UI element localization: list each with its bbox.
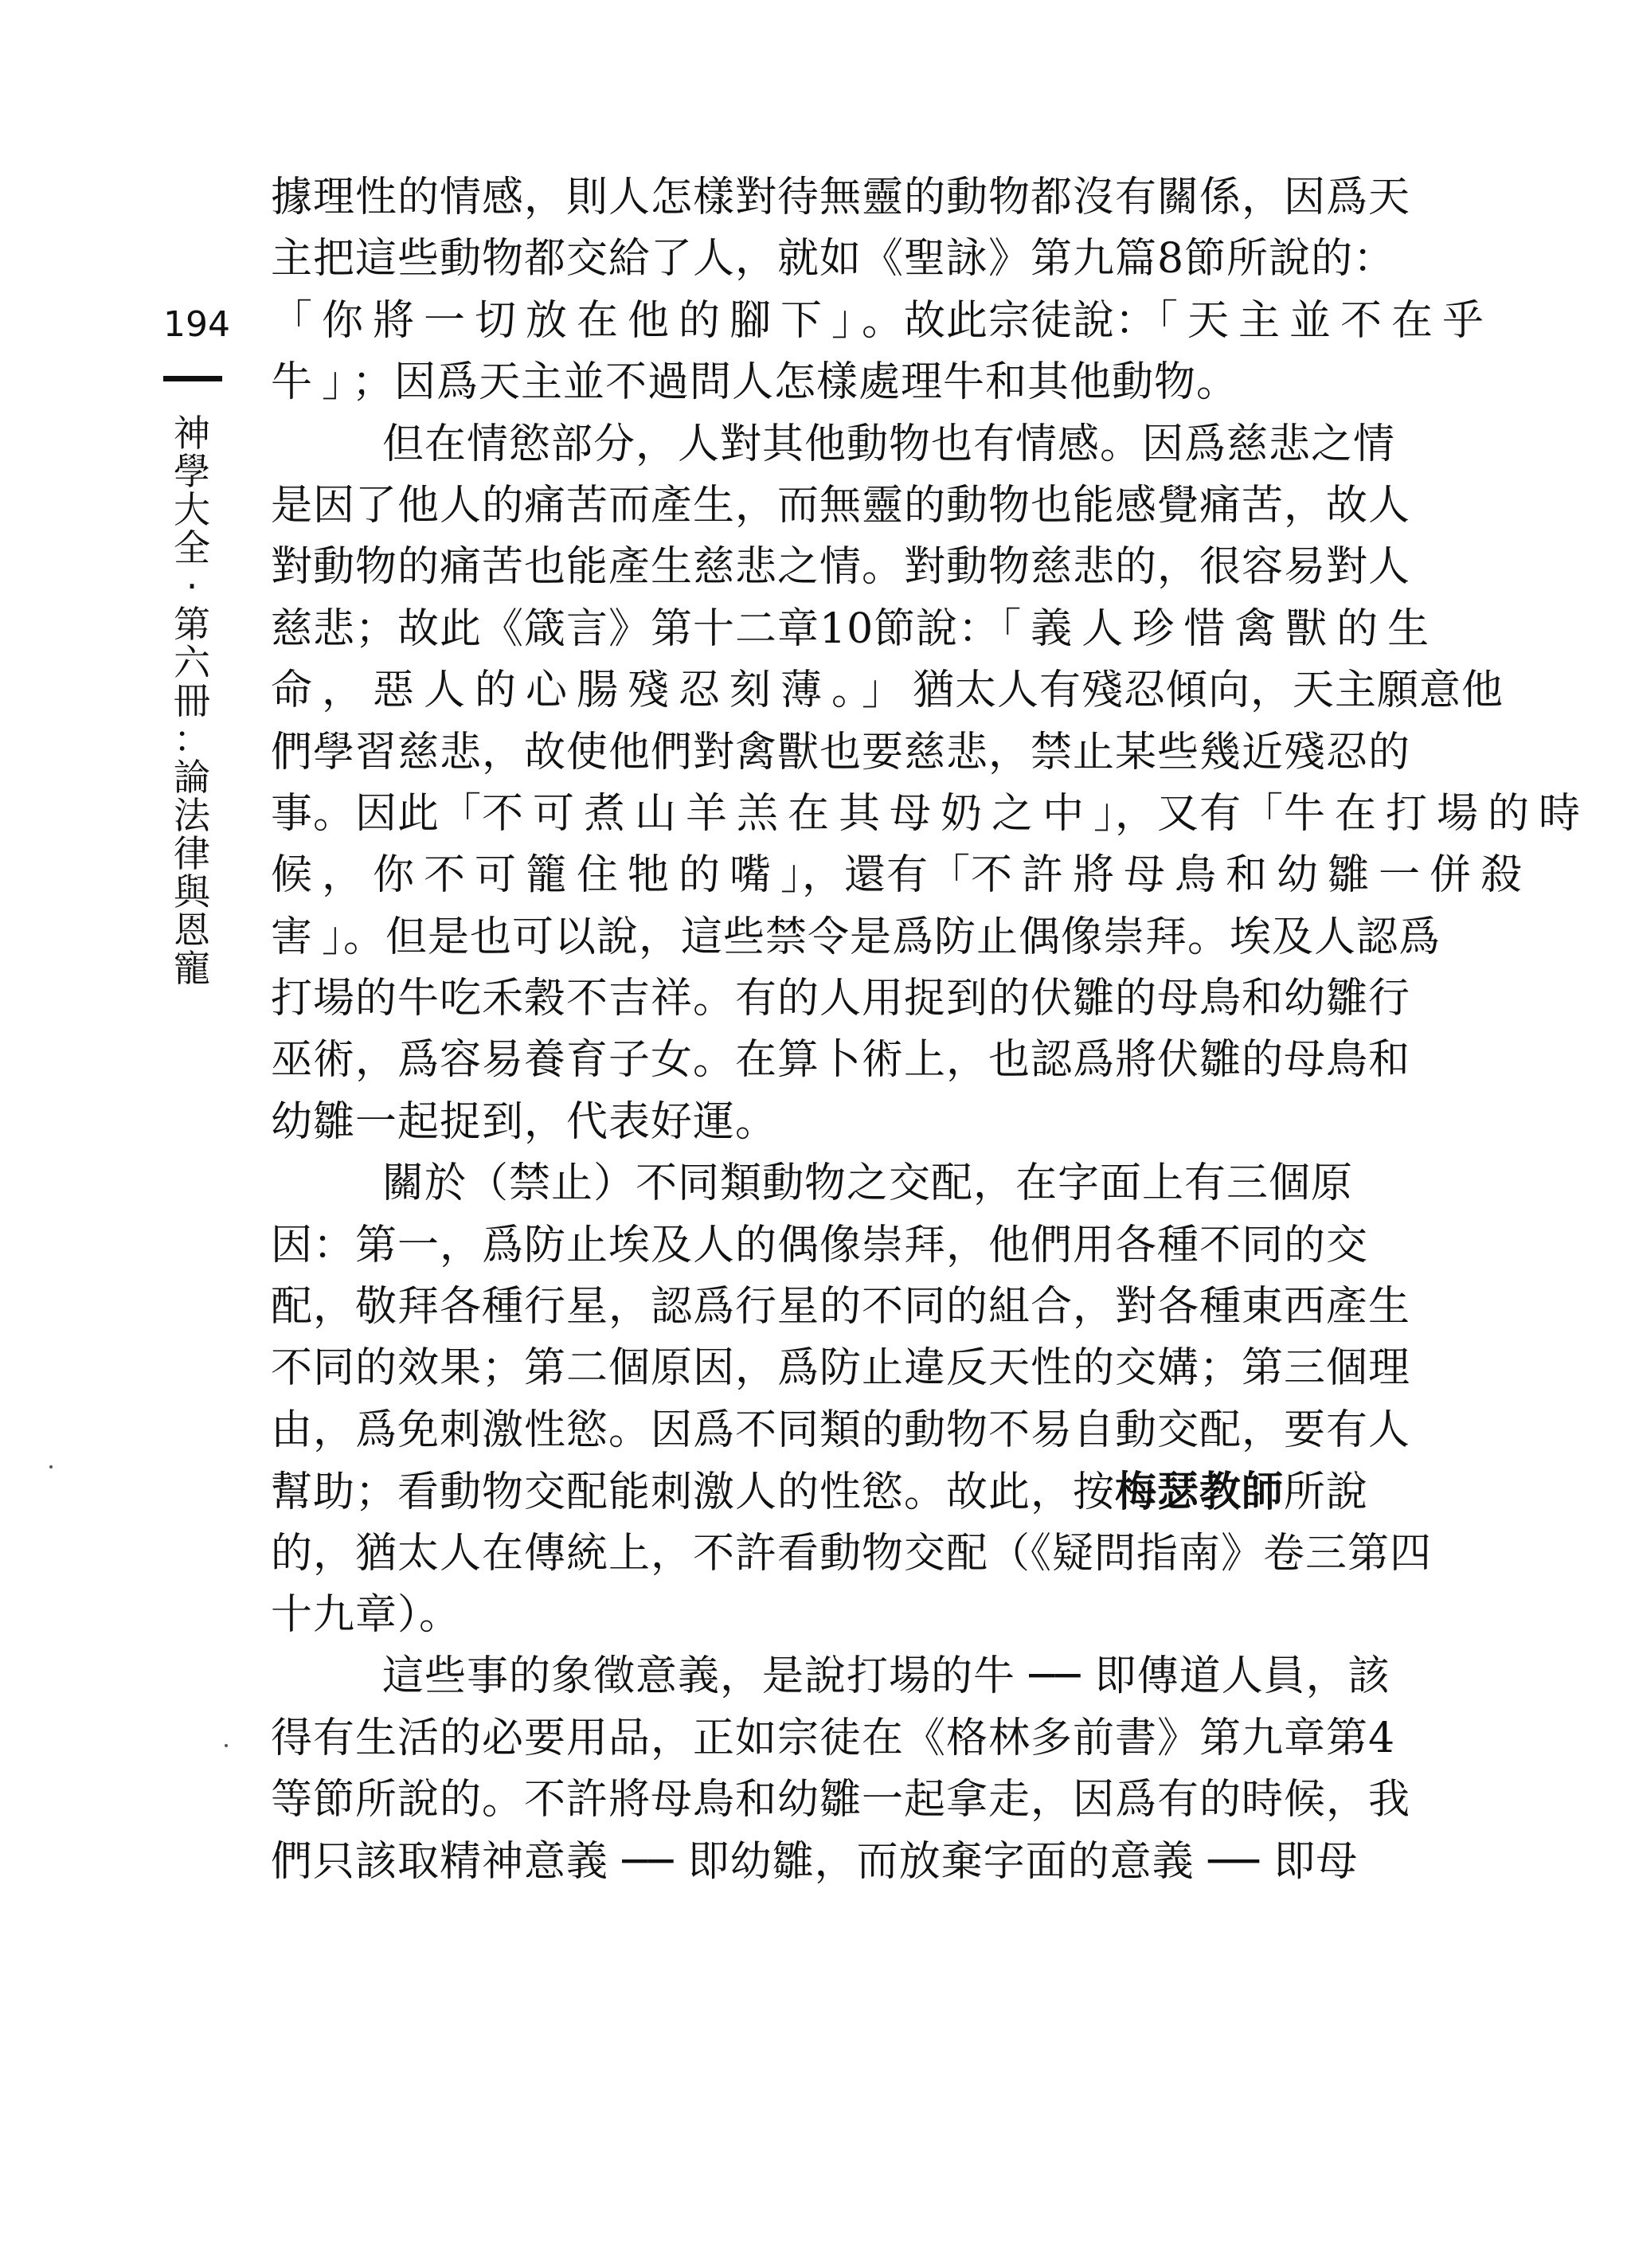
text-segment: ；因爲天主並不過問人怎樣處理牛和其他動物。 bbox=[352, 358, 1239, 407]
text-line bbox=[271, 475, 1433, 537]
running-head-char: 與 bbox=[174, 870, 210, 913]
text-segment: 配，敬拜各種行星，認爲行星的不同的組合，對各種東西產生 bbox=[271, 1283, 1411, 1331]
text-segment: 幫助；看動物交配能刺激人的性慾。故此，按 bbox=[271, 1468, 1116, 1517]
text-segment: 由，爲免刺激性慾。因爲不同類的動物不易自動交配，要有人 bbox=[271, 1406, 1411, 1454]
text-segment: 」。但是也可以說，這些禁令是爲防止偶像崇拜。埃及人認爲 bbox=[322, 913, 1441, 961]
text-line bbox=[271, 1215, 1433, 1277]
text-line bbox=[271, 1092, 1433, 1153]
quoted-text: 不可煮山羊羔在其母奶之中 bbox=[482, 789, 1094, 838]
text-line bbox=[271, 1277, 1433, 1338]
page-number: 194 bbox=[163, 304, 230, 345]
text-line bbox=[271, 1585, 1433, 1646]
text-segment: 」，還有「 bbox=[780, 851, 972, 900]
text-line bbox=[271, 1769, 1433, 1831]
text-segment: 得有生活的必要用品，正如宗徒在《格林多前書》第九章第4 bbox=[271, 1714, 1396, 1762]
text-segment: 慈悲；故此《箴言》第十二章10節說： bbox=[271, 604, 1001, 653]
text-line bbox=[271, 907, 1441, 968]
text-segment: 。故此宗徒說： bbox=[862, 296, 1158, 345]
running-head-char: 法 bbox=[174, 794, 210, 837]
running-head bbox=[168, 412, 216, 990]
running-head-char: 冊 bbox=[174, 679, 210, 722]
running-head-char: 學 bbox=[174, 450, 210, 493]
running-head-char: 論 bbox=[174, 756, 210, 799]
text-line bbox=[271, 414, 1433, 475]
text-segment: 所說 bbox=[1284, 1468, 1369, 1517]
running-head-char: 恩 bbox=[174, 909, 210, 952]
quoted-text: 命，惡人的心腸殘忍刻薄。」 bbox=[271, 667, 913, 715]
text-line bbox=[271, 537, 1433, 598]
text-segment: 對動物的痛苦也能產生慈悲之情。對動物慈悲的，很容易對人 bbox=[271, 543, 1411, 592]
quoted-text: 不許將母鳥和幼雛一併殺 bbox=[971, 851, 1532, 900]
text-segment: 事。因此「 bbox=[271, 789, 483, 838]
text-line bbox=[271, 845, 1532, 906]
text-segment: 但在情慾部分，人對其他動物也有情感。因爲慈悲之情 bbox=[382, 420, 1396, 468]
text-segment: 因：第一，爲防止埃及人的偶像崇拜，他們用各種不同的交 bbox=[271, 1221, 1369, 1269]
text-line bbox=[271, 1523, 1433, 1585]
text-segment: 等節所說的。不許將母鳥和幼雛一起拿走，因爲有的時候，我 bbox=[271, 1776, 1411, 1824]
text-line bbox=[271, 1338, 1433, 1399]
running-head-char: 神 bbox=[174, 412, 210, 455]
text-line bbox=[271, 784, 1590, 845]
text-line bbox=[271, 599, 1439, 660]
text-segment: 據理性的情感，則人怎樣對待無靈的動物都沒有關係，因爲天 bbox=[271, 174, 1411, 221]
text-segment: 十九章）。 bbox=[271, 1590, 462, 1639]
scan-speck bbox=[225, 1744, 228, 1747]
scan-speck bbox=[49, 1465, 53, 1468]
text-line bbox=[271, 291, 1494, 352]
running-head-char: 律 bbox=[174, 832, 210, 875]
quoted-text: 「你將一切放在他的腳下」 bbox=[271, 296, 862, 345]
running-head-char: · bbox=[186, 565, 198, 608]
bold-term: 梅瑟教師 bbox=[1115, 1468, 1285, 1517]
text-line bbox=[271, 229, 1433, 290]
margin-rule bbox=[163, 376, 222, 381]
text-segment: 幼雛一起捉到，代表好運。 bbox=[271, 1097, 778, 1146]
quoted-text: 害 bbox=[271, 913, 323, 961]
running-head-char: 六 bbox=[174, 641, 210, 684]
text-segment: 們只該取精神意義 ── 即幼雛，而放棄字面的意義 ── 即母 bbox=[271, 1837, 1359, 1886]
text-line bbox=[271, 1646, 1433, 1707]
running-head-char: ： bbox=[174, 718, 210, 761]
text-segment: 關於（禁止）不同類動物之交配，在字面上有三個原 bbox=[382, 1159, 1354, 1208]
text-segment: 的，猶太人在傳統上，不許看動物交配（《疑問指南》卷三第四 bbox=[271, 1529, 1433, 1578]
quoted-text: 牛」 bbox=[271, 358, 353, 407]
text-line bbox=[271, 1461, 1433, 1523]
text-line bbox=[271, 660, 1504, 721]
text-segment: 不同的效果；第二個原因，爲防止違反天性的交媾；第三個理 bbox=[271, 1344, 1411, 1393]
text-line bbox=[271, 352, 1433, 413]
text-segment: 巫術，爲容易養育子女。在算卜術上，也認爲將伏雛的母鳥和 bbox=[271, 1036, 1411, 1085]
text-line bbox=[271, 1832, 1433, 1893]
running-head-char: 寵 bbox=[174, 947, 210, 990]
text-segment: 打場的牛吃禾穀不吉祥。有的人用捉到的伏雛的母鳥和幼雛行 bbox=[271, 975, 1411, 1023]
text-line bbox=[271, 167, 1433, 229]
text-line bbox=[271, 1708, 1433, 1769]
running-head-char: 第 bbox=[174, 603, 210, 646]
running-head-char: 大 bbox=[174, 488, 210, 531]
quoted-text: 牛在打場的時 bbox=[1284, 789, 1590, 838]
text-line bbox=[271, 1400, 1433, 1461]
text-segment: 」，又有「 bbox=[1093, 789, 1285, 838]
text-line bbox=[271, 1153, 1433, 1214]
quoted-text: 候，你不可籠住牠的嘴 bbox=[271, 851, 781, 900]
text-segment: 這些事的象徵意義，是說打場的牛 ── 即傳道人員，該 bbox=[382, 1652, 1390, 1701]
text-line bbox=[271, 1030, 1433, 1091]
text-segment: 猶太人有殘忍傾向，天主願意他 bbox=[913, 667, 1504, 715]
text-line bbox=[271, 968, 1433, 1030]
body-text bbox=[271, 167, 1590, 1893]
text-segment: 是因了他人的痛苦而產生，而無靈的動物也能感覺痛苦，故人 bbox=[271, 481, 1411, 530]
text-segment: 們學習慈悲，故使他們對禽獸也要慈悲，禁止某些幾近殘忍的 bbox=[271, 728, 1411, 776]
text-segment: 主把這些動物都交給了人，就如《聖詠》第九篇8節所說的： bbox=[271, 235, 1396, 284]
running-head-char: 全 bbox=[174, 526, 210, 569]
quoted-text: 「天主並不在乎 bbox=[1157, 296, 1494, 345]
text-line bbox=[271, 722, 1433, 784]
quoted-text: 「義人珍惜禽獸的生 bbox=[1000, 604, 1439, 653]
